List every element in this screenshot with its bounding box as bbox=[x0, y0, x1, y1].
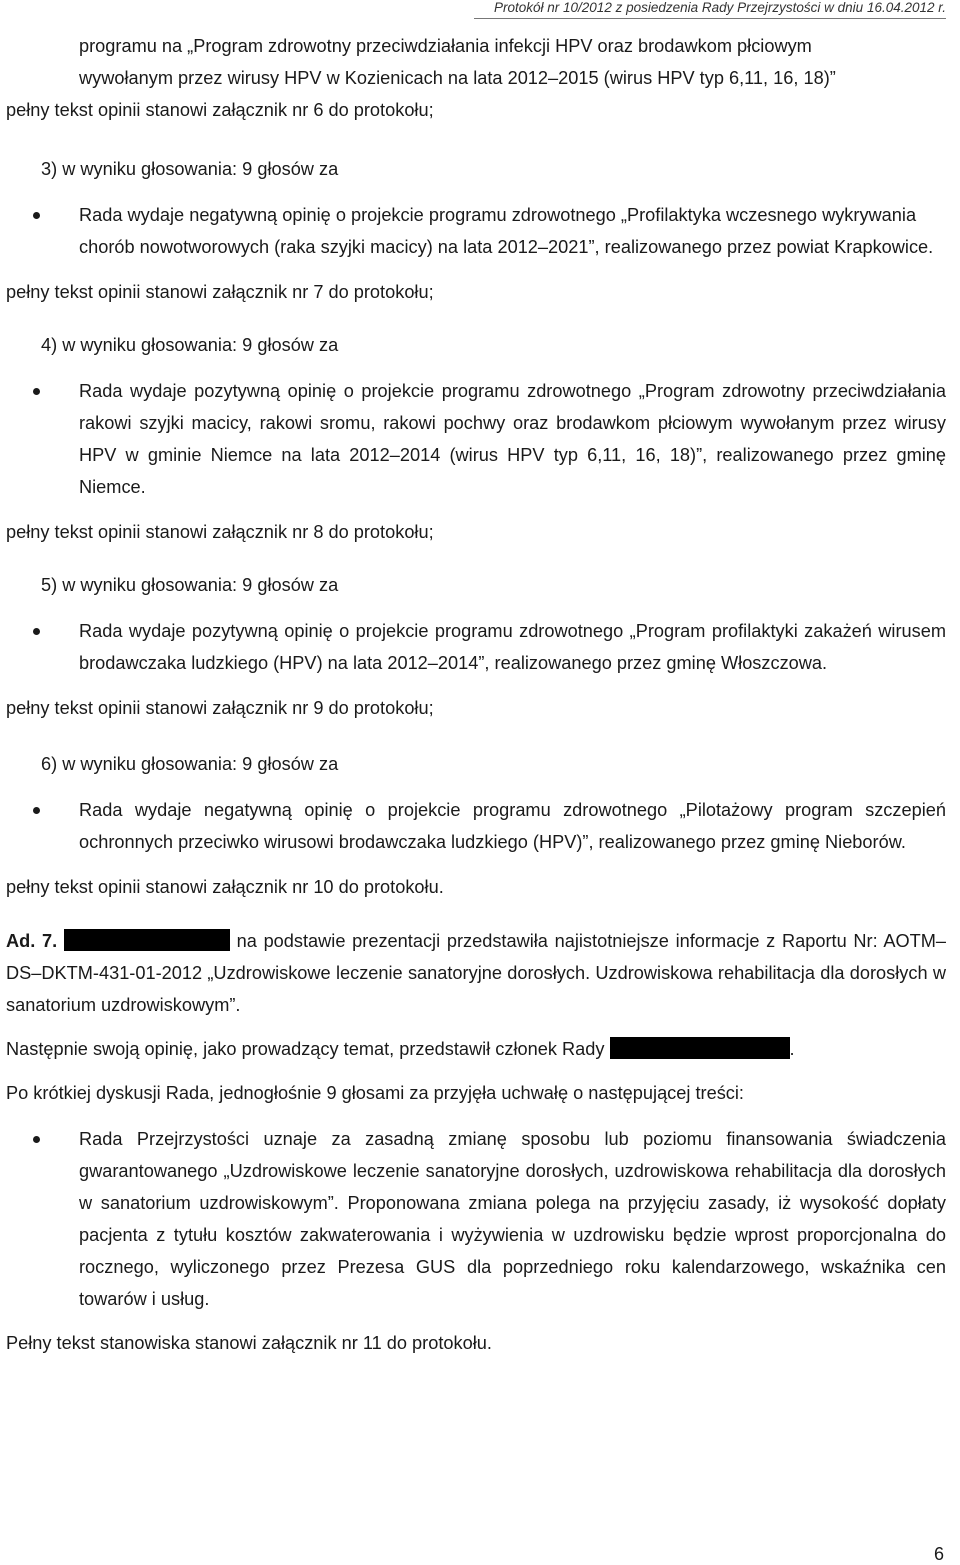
ad7-opinion bbox=[6, 1033, 946, 1065]
ad7-text: na podstawie prezentacji przedstawiła najistotniejsze informacje z Raportu Nr: AOTM‒DS‒DKTM-431-01-2012 „Uzdrowiskowe leczenie sanatoryjne dorosłych. Uzdrowiskowa rehabilitacja dla dorosłych w sanatorium uzdrowiskowym”. bbox=[6, 931, 946, 1015]
attachment-9: pełny tekst opinii stanowi załącznik nr 9 do protokołu; bbox=[6, 698, 434, 718]
redacted-name-2 bbox=[610, 1037, 790, 1059]
bullet-icon bbox=[33, 628, 40, 635]
intro-line-2: wywołanym przez wirusy HPV w Kozienicach na lata 2012‒2015 (wirus HPV typ 6,11, 16, 18)” bbox=[79, 68, 836, 88]
bullet-icon bbox=[33, 388, 40, 395]
opinion-text: Następnie swoją opinię, jako prowadzący temat, przedstawił członek Rady bbox=[6, 1039, 605, 1059]
vote-6: 6) w wyniku głosowania: 9 głosów za bbox=[41, 754, 339, 774]
vote-5: 5) w wyniku głosowania: 9 głosów za bbox=[41, 575, 339, 595]
ad7-paragraph bbox=[6, 925, 946, 1021]
ad7-discussion: Po krótkiej dyskusji Rada, jednogłośnie 9 głosami za przyjęła uchwałę o następującej treści: bbox=[6, 1083, 744, 1103]
bullet-item-4 bbox=[6, 375, 946, 503]
page-header: Protokół nr 10/2012 z posiedzenia Rady Przejrzystości w dniu 16.04.2012 r. bbox=[474, 0, 946, 19]
bullet-item-5 bbox=[6, 615, 946, 679]
bullet-icon bbox=[33, 212, 40, 219]
vote-4: 4) w wyniku głosowania: 9 głosów za bbox=[41, 335, 339, 355]
attachment-7: pełny tekst opinii stanowi załącznik nr 7 do protokołu; bbox=[6, 282, 434, 302]
bullet-item-6 bbox=[6, 794, 946, 858]
attachment-6: pełny tekst opinii stanowi załącznik nr 6 do protokołu; bbox=[6, 100, 434, 120]
attachment-10: pełny tekst opinii stanowi załącznik nr 10 do protokołu. bbox=[6, 877, 444, 897]
bullet-icon bbox=[33, 807, 40, 814]
resolution-bullet bbox=[6, 1123, 946, 1315]
ad7-label: Ad. 7. bbox=[6, 931, 58, 951]
vote-3: 3) w wyniku głosowania: 9 głosów za bbox=[41, 159, 339, 179]
resolution-text: Rada Przejrzystości uznaje za zasadną zmianę sposobu lub poziomu finansowania świadczenia gwarantowanego „Uzdrowiskowe leczenie sanatoryjne dorosłych, uzdrowiskowa rehabilitacja dla dorosłych w sanatorium uzdrowiskowym”. Proponowana zmiana polega na przyjęciu zasady, iż wysokość dopłaty pacjenta z tytułu kosztów zakwaterowania i wyżywienia w uzdrowisku będzie wprost proporcjonalna do rocznego, wyliczonego przez Prezesa GUS dla poprzedniego roku kalendarzowego, wskaźnika cen towarów i usług. bbox=[79, 1129, 946, 1309]
opinion-3: Rada wydaje negatywną opinię o projekcie programu zdrowotnego „Profilaktyka wczesnego wykrywania chorób nowotworowych (raka szyjki macicy) na lata 2012‒2021”, realizowanego przez powiat Krapkowice. bbox=[79, 205, 934, 257]
intro-line-1: programu na „Program zdrowotny przeciwdziałania infekcji HPV oraz brodawkom płciowym bbox=[79, 36, 812, 56]
bullet-icon bbox=[33, 1136, 40, 1143]
attachment-11: Pełny tekst stanowiska stanowi załącznik nr 11 do protokołu. bbox=[6, 1333, 492, 1353]
document-body bbox=[6, 30, 946, 1359]
bullet-item-3 bbox=[6, 199, 946, 263]
opinion-end: . bbox=[789, 1039, 795, 1059]
opinion-5: Rada wydaje pozytywną opinię o projekcie programu zdrowotnego „Program profilaktyki zakażeń wirusem brodawczaka ludzkiego (HPV) na lata 2012‒2014”, realizowanego przez gminę Włoszczowa. bbox=[79, 621, 946, 673]
redacted-name-1 bbox=[64, 929, 230, 951]
opinion-6: Rada wydaje negatywną opinię o projekcie programu zdrowotnego „Pilotażowy program szczepień ochronnych przeciwko wirusowi brodawczaka ludzkiego (HPV)”, realizowanego przez gminę Nieborów. bbox=[79, 800, 946, 852]
opinion-4: Rada wydaje pozytywną opinię o projekcie programu zdrowotnego „Program zdrowotny przeciwdziałania rakowi szyjki macicy, rakowi sromu, rakowi pochwy oraz brodawkom płciowym wywołanym przez wirusy HPV w gminie Niemce na lata 2012‒2014 (wirus HPV typ 6,11, 16, 18)”, realizowanego przez gminę Niemce. bbox=[79, 381, 946, 497]
page-number: 6 bbox=[933, 1544, 944, 1564]
attachment-8: pełny tekst opinii stanowi załącznik nr 8 do protokołu; bbox=[6, 522, 434, 542]
